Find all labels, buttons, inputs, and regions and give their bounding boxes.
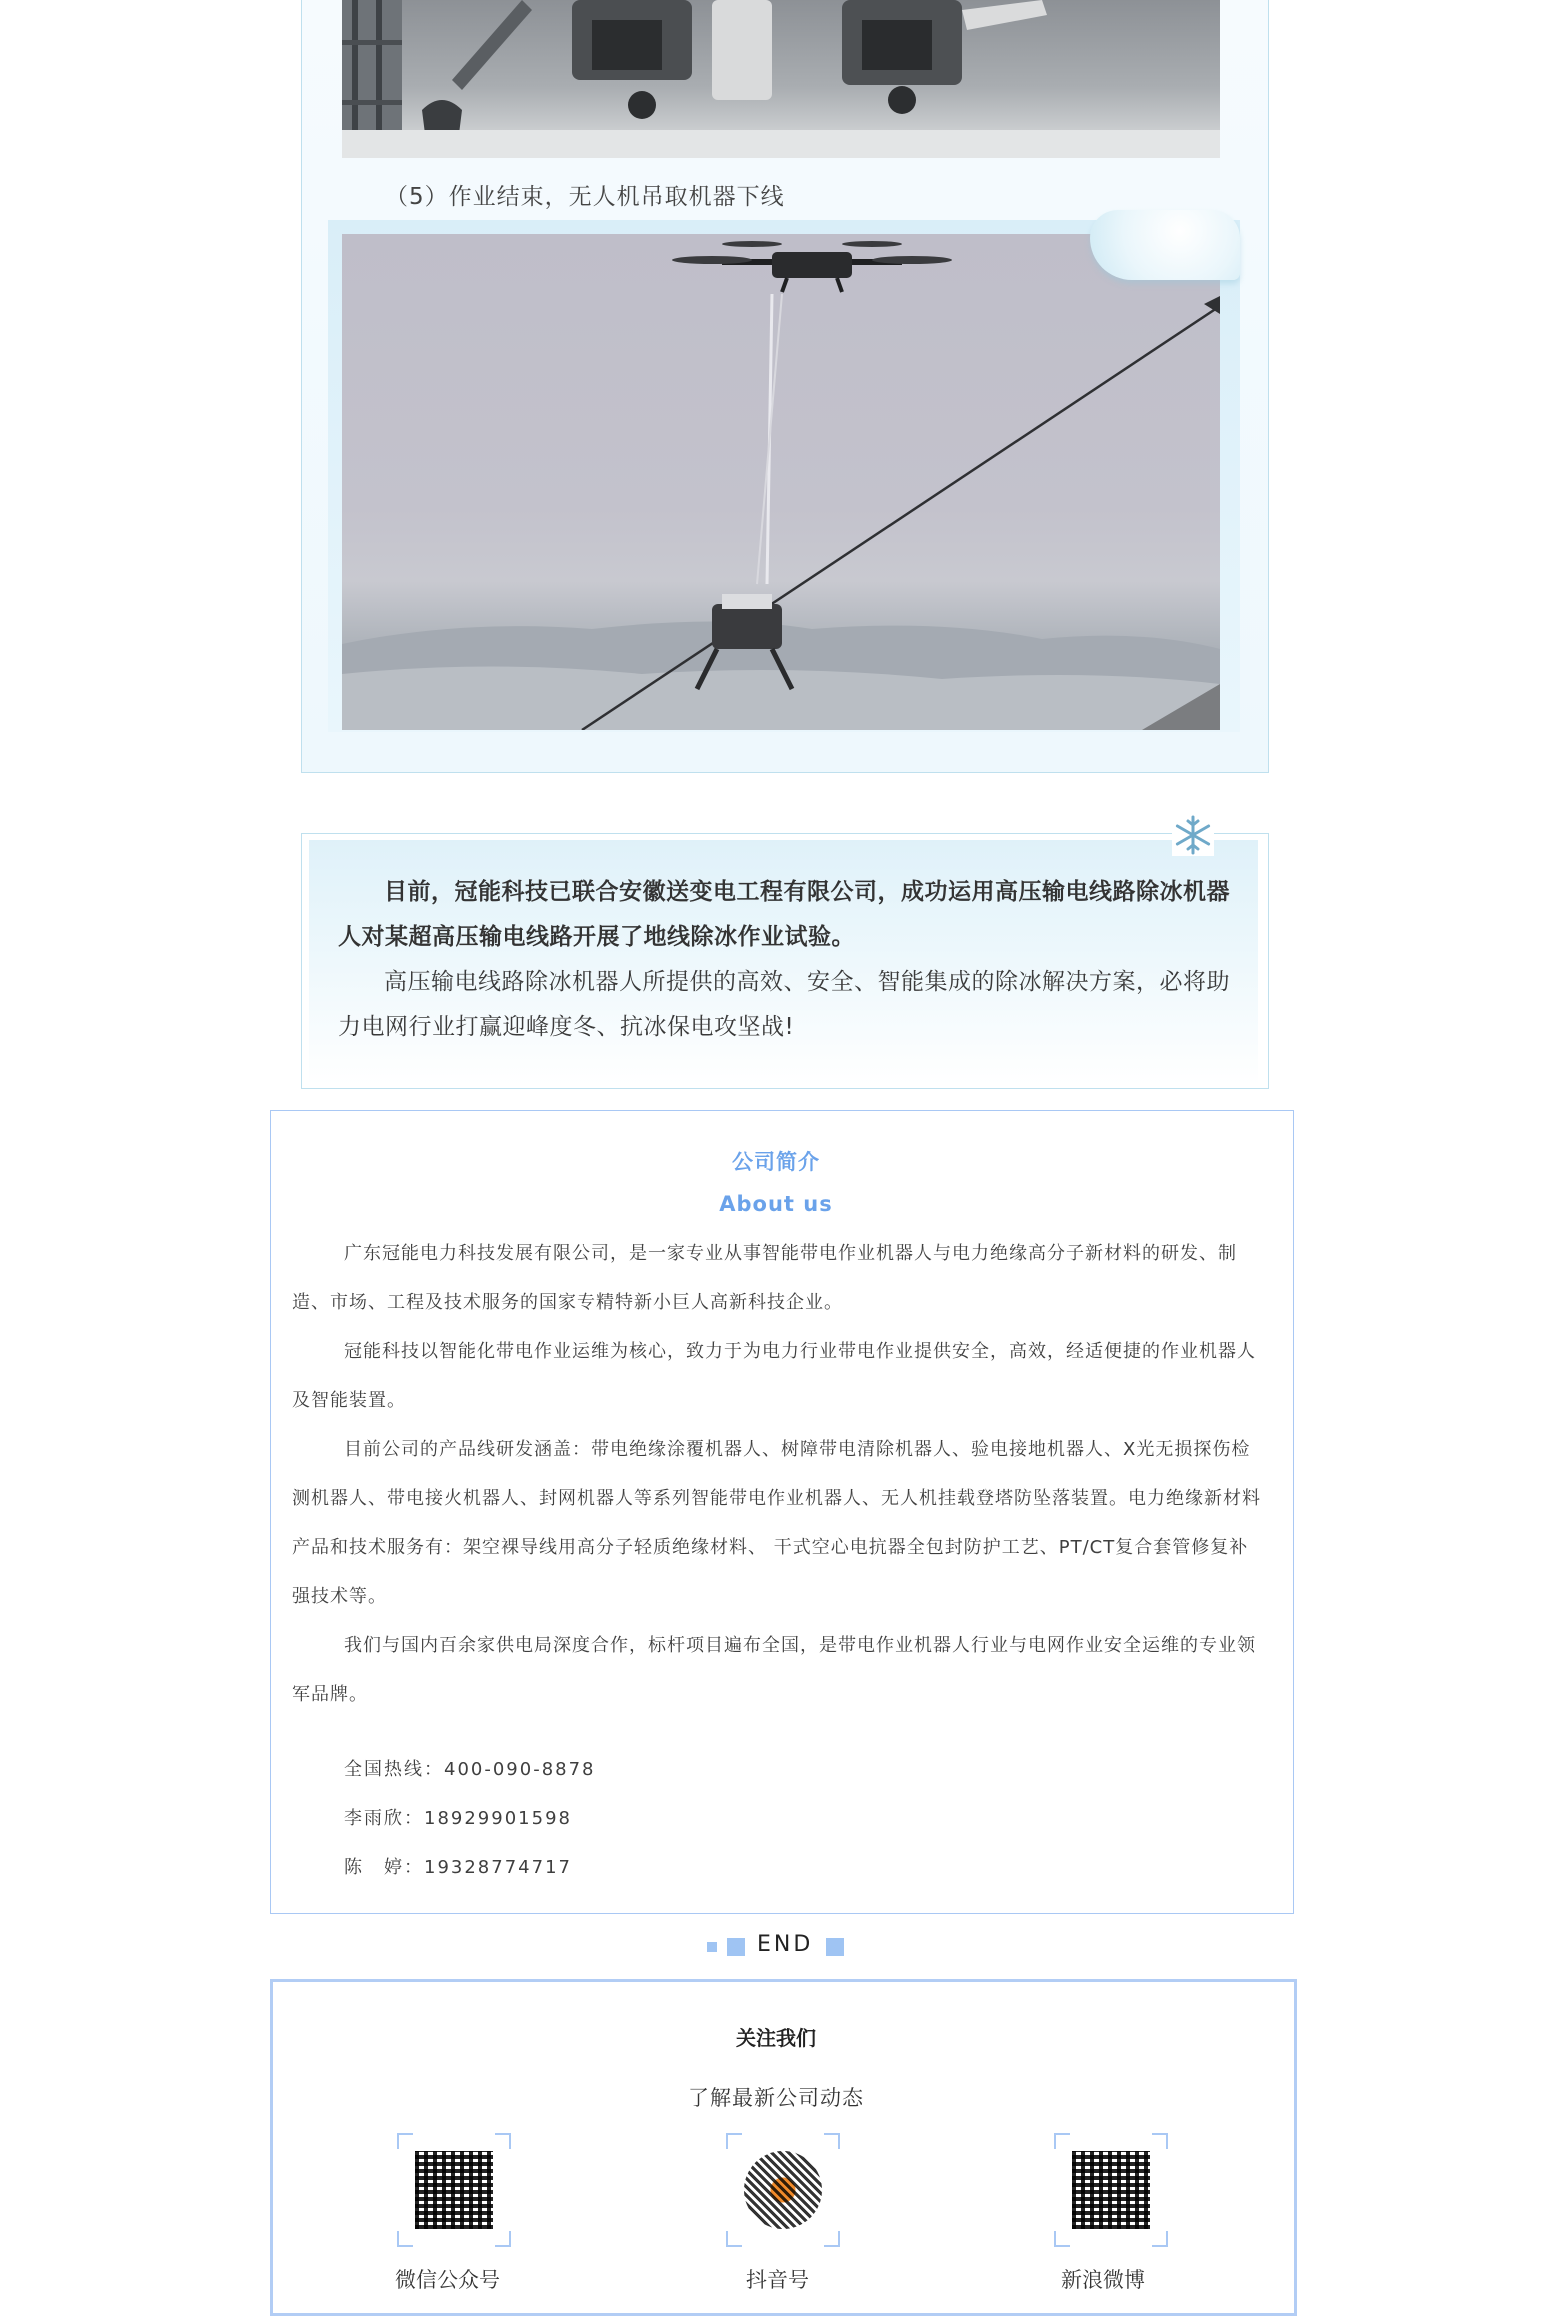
contact-person-2: 陈 婷：19328774717: [344, 1857, 572, 1878]
snowflake-icon: [1172, 814, 1214, 856]
follow-subtitle: 了解最新公司动态: [688, 2086, 864, 2110]
summary-paragraph-2: 高压输电线路除冰机器人所提供的高效、安全、智能集成的除冰解决方案，必将助力电网行业打赢迎峰度冬、抗冰保电攻坚战!: [338, 969, 1230, 1040]
douyin-qrcode-image: [744, 2151, 822, 2229]
drone-photo: [342, 234, 1220, 730]
about-paragraph-2: 冠能科技以智能化带电作业运维为核心，致力于为电力行业带电作业提供安全，高效，经适便捷的作业机器人及智能装置。: [292, 1341, 1256, 1411]
photo-caption: （5）作业结束，无人机吊取机器下线: [385, 184, 785, 210]
qrcode-image: [415, 2151, 493, 2229]
about-paragraph-4: 我们与国内百余家供电局深度合作，标杆项目遍布全国，是带电作业机器人行业与电网作业安全运维的专业领军品牌。: [292, 1635, 1256, 1705]
about-paragraph-3: 目前公司的产品线研发涵盖：带电绝缘涂覆机器人、树障带电清除机器人、验电接地机器人、X光无损探伤检测机器人、带电接火机器人、封网机器人等系列智能带电作业机器人、无人机挂载登塔防坠落装置。电力绝缘新材料产品和技术服务有：架空裸导线用高分子轻质绝缘材料、 干式空心电抗器全包封防护工艺、PT/CT复合套管修复补强技术等。: [292, 1439, 1261, 1607]
follow-title: 关注我们: [736, 2026, 816, 2050]
contact-person-1: 李雨欣：18929901598: [344, 1808, 572, 1829]
end-square-small: [707, 1942, 717, 1952]
wechat-qrcode[interactable]: [397, 2133, 511, 2247]
deicing-robot-illustration: [342, 0, 1220, 158]
douyin-label: 抖音号: [746, 2268, 809, 2292]
about-title-en: About us: [719, 1192, 833, 1216]
end-square-left: [727, 1938, 745, 1956]
douyin-qrcode[interactable]: [726, 2133, 840, 2247]
about-paragraph-1: 广东冠能电力科技发展有限公司，是一家专业从事智能带电作业机器人与电力绝缘高分子新材料的研发、制造、市场、工程及技术服务的国家专精特新小巨人高新科技企业。: [292, 1243, 1237, 1313]
end-square-right: [826, 1938, 844, 1956]
drone-lifting-robot-illustration: [342, 234, 1220, 730]
end-label: END: [757, 1932, 814, 1957]
deicing-robot-photo: [342, 0, 1220, 158]
contact-hotline: 全国热线：400-090-8878: [344, 1759, 596, 1780]
about-title-cn: 公司简介: [732, 1150, 820, 1174]
weibo-label: 新浪微博: [1061, 2268, 1145, 2292]
wechat-label: 微信公众号: [395, 2268, 500, 2292]
qrcode-image: [1072, 2151, 1150, 2229]
weibo-qrcode[interactable]: [1054, 2133, 1168, 2247]
snow-decoration: [1090, 210, 1240, 280]
summary-paragraph-1: 目前，冠能科技已联合安徽送变电工程有限公司，成功运用高压输电线路除冰机器人对某超高压输电线路开展了地线除冰作业试验。: [338, 879, 1230, 950]
